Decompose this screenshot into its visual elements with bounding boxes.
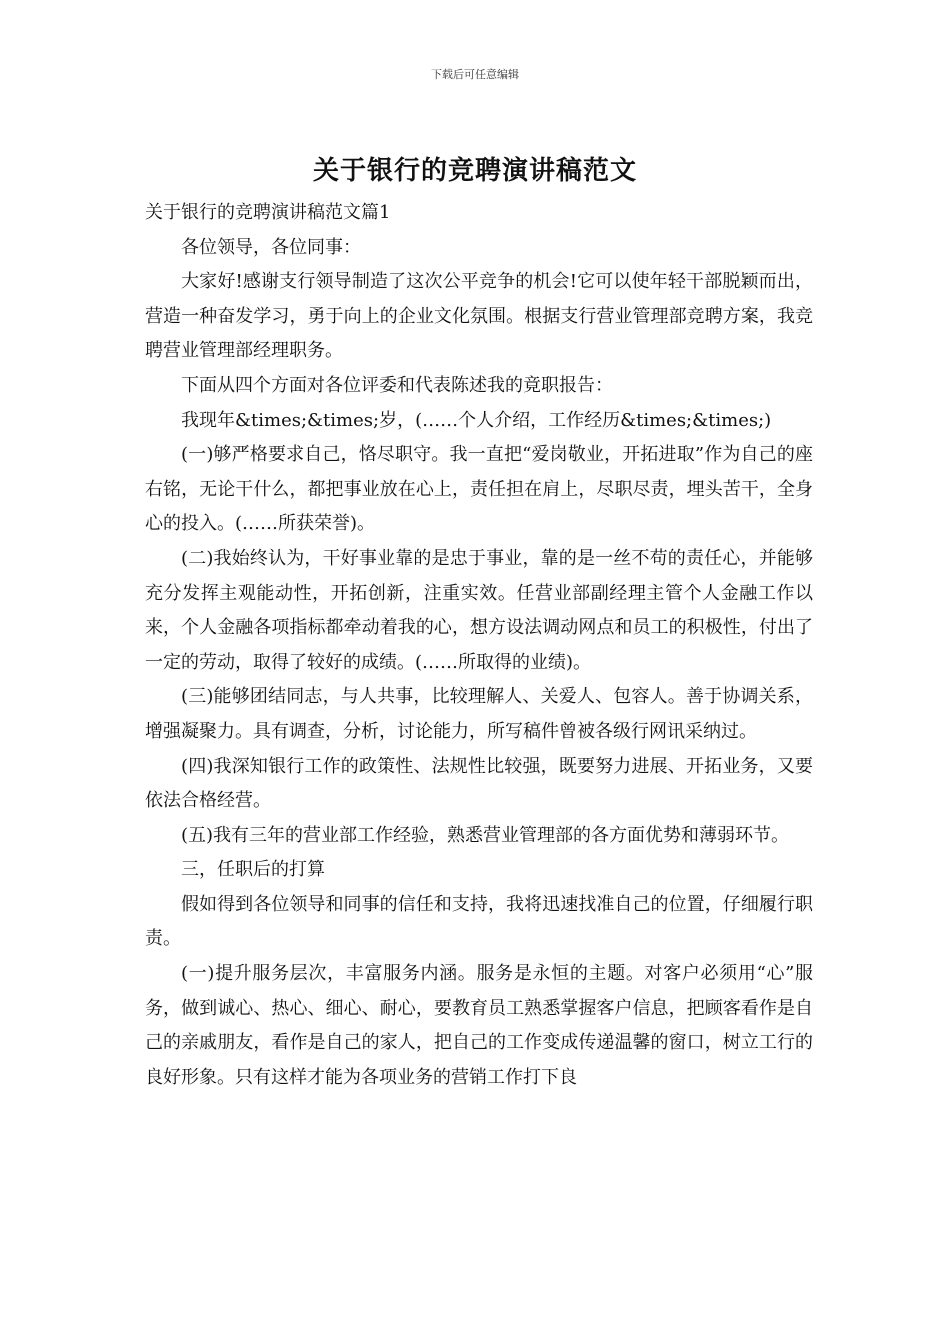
body-paragraph: 大家好!感谢支行领导制造了这次公平竞争的机会!它可以使年轻干部脱颖而出，营造一种奋发学习，勇于向上的企业文化氛围。根据支行营业管理部竞聘方案，我竞聘营业管理部经理职务。 [145,271,813,362]
section-heading: 三，任职后的打算 [181,859,325,881]
body-paragraph: (四)我深知银行工作的政策性、法规性比较强，既要努力进展、开拓业务，又要依法合格经营。 [145,755,813,812]
body-paragraph: 假如得到各位领导和同事的信任和支持，我将迅速找准自己的位置，仔细履行职责。 [145,893,813,950]
body-paragraph: (一)提升服务层次，丰富服务内涵。服务是永恒的主题。对客户必须用“心”服务，做到诚心、热心、细心、耐心，要教育员工熟悉掌握客户信息，把顾客看作是自己的亲戚朋友，看作是自己的家人，把自己的工作变成传递温馨的窗口，树立工行的良好形象。只有这样才能为各项业务的营销工作打下良 [145,963,813,1088]
body-paragraph: 我现年&times;&times;岁，(……个人介绍，工作经历&times;&times;) [181,409,772,431]
body-paragraph: (三)能够团结同志，与人共事，比较理解人、关爱人、包容人。善于协调关系，增强凝聚力。具有调查，分析，讨论能力，所写稿件曾被各级行网讯采纳过。 [145,686,813,742]
body-paragraph: 下面从四个方面对各位评委和代表陈述我的竟职报告： [181,374,613,396]
body-paragraph: (一)够严格要求自己，恪尽职守。我一直把“爱岗敬业，开拓进取”作为自己的座右铭，无论干什么，都把事业放在心上，责任担在肩上，尽职尽责，埋头苦干，全身心的投入。(……所获荣誉)。 [145,444,813,535]
greeting-paragraph: 各位领导，各位同事： [181,236,361,258]
body-paragraph: (五)我有三年的营业部工作经验，熟悉营业管理部的各方面优势和薄弱环节。 [181,824,790,846]
document-title: 关于银行的竞聘演讲稿范文 [312,156,637,186]
body-paragraph: (二)我始终认为，干好事业靠的是忠于事业，靠的是一丝不苟的责任心，并能够充分发挥主观能动性，开拓创新，注重实效。任营业部副经理主管个人金融工作以来，个人金融各项指标都牵动着我的心，想方设法调动网点和员工的积极性，付出了一定的劳动，取得了较好的成绩。(……所取得的业绩)。 [145,547,813,673]
document-body [145,196,813,1095]
header-note: 下载后可任意编辑 [431,68,519,81]
section-subtitle: 关于银行的竞聘演讲稿范文篇1 [145,202,391,223]
